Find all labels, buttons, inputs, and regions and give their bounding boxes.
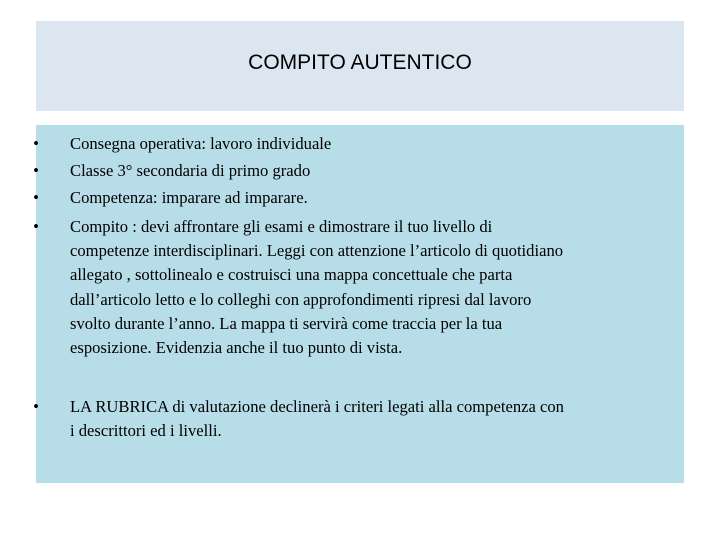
bullet-line: Classe 3° secondaria di primo grado — [70, 161, 311, 180]
bullet-line: allegato , sottolinealo e costruisci una mappa concettuale che parta — [70, 265, 513, 285]
bullet-line: Consegna operativa: lavoro individuale — [70, 134, 332, 153]
bullet-dot: • — [33, 134, 39, 153]
bullet-dot: • — [33, 188, 39, 207]
bullet-line: LA RUBRICA di valutazione declinerà i criteri legati alla competenza con — [70, 397, 564, 416]
bullet-text — [70, 159, 682, 183]
bullet-text — [70, 186, 682, 210]
bullet-dot: • — [33, 161, 39, 180]
slide-title: COMPITO AUTENTICO — [248, 51, 472, 74]
bullet-line: competenze interdisciplinari. Leggi con attenzione l’articolo di quotidiano — [70, 241, 564, 261]
bullet-text — [70, 215, 682, 360]
bullet-text — [70, 395, 682, 443]
bullet-line: svolto durante l’anno. La mappa ti servirà come traccia per la tua — [70, 313, 503, 333]
bullet-line: Competenza: imparare ad imparare. — [70, 188, 308, 207]
bullet-line: dall’articolo letto e lo colleghi con approfondimenti ripresi dal lavoro — [70, 289, 532, 309]
bullet-dot: • — [33, 217, 39, 236]
bullet-line: Compito : devi affrontare gli esami e dimostrare il tuo livello di — [70, 217, 493, 236]
bullet-text — [70, 132, 682, 156]
title-box — [36, 21, 684, 111]
bullet-dot: • — [33, 397, 39, 416]
content-box — [33, 125, 684, 483]
bullet-line: i descrittori ed i livelli. — [70, 421, 222, 441]
bullet-line: esposizione. Evidenzia anche il tuo punto di vista. — [70, 338, 403, 358]
